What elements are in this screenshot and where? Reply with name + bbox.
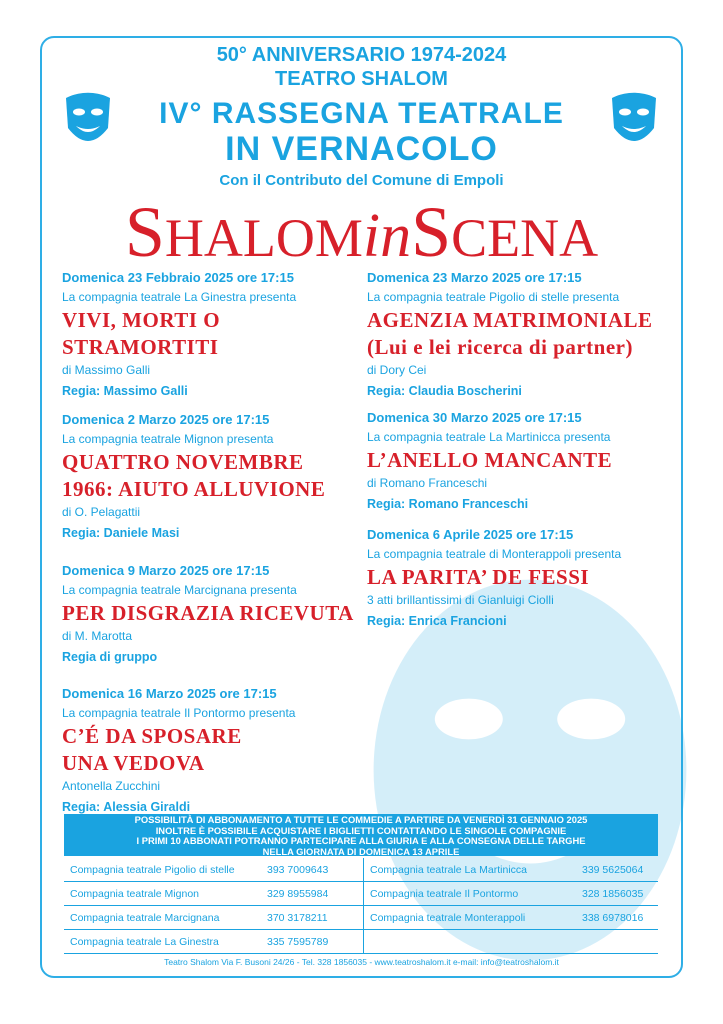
festival-title-line1: IV° RASSEGNA TEATRALE (159, 97, 564, 130)
table-row (64, 906, 658, 930)
table-row (64, 858, 658, 882)
event-director: Regia: Massimo Galli (62, 384, 188, 398)
event-date: Domenica 30 Marzo 2025 ore 17:15 (367, 410, 582, 425)
event-item (367, 408, 687, 525)
event-author: di O. Pelagattii (62, 505, 141, 519)
notice-line: I PRIMI 10 ABBONATI POTRANNO PARTECIPARE ALLA GIURIA E ALLA CONSEGNA DELLE TARGHE (136, 835, 586, 846)
company-name: Compagnia teatrale Monterappoli (364, 906, 577, 930)
company-name: Compagnia teatrale Marcignana (64, 906, 261, 930)
company-name (364, 930, 577, 954)
event-company: La compagnia teatrale La Ginestra presenta (62, 290, 297, 304)
event-company: La compagnia teatrale Mignon presenta (62, 432, 274, 446)
event-company: La compagnia teatrale di Monterappoli presenta (367, 547, 622, 561)
company-phone: 328 1856035 (576, 882, 658, 906)
anniversary-heading: 50° ANNIVERSARIO 1974-2024 (216, 44, 507, 66)
event-item (62, 684, 382, 818)
event-date: Domenica 6 Aprile 2025 ore 17:15 (367, 527, 574, 542)
company-phone: 329 8955984 (261, 882, 364, 906)
event-author: 3 atti brillantissimi di Gianluigi Ciolli (367, 593, 554, 607)
event-director: Regia: Claudia Boscherini (367, 384, 522, 398)
event-item (367, 268, 687, 408)
event-title: UNA VEDOVA (62, 751, 205, 775)
table-row (64, 930, 658, 954)
event-author: di Dory Cei (367, 363, 427, 377)
event-director: Regia di gruppo (62, 650, 158, 664)
festival-title-line2: IN VERNACOLO (225, 130, 498, 168)
event-title: L’ANELLO MANCANTE (367, 448, 613, 472)
event-item (62, 410, 382, 561)
event-director: Regia: Enrica Francioni (367, 614, 507, 628)
event-title: VIVI, MORTI O (62, 308, 221, 332)
notice-line: INOLTRE È POSSIBILE ACQUISTARE I BIGLIETTI CONTATTANDO LE SINGOLE COMPAGNIE (155, 824, 567, 836)
events-column-left (62, 268, 382, 818)
event-company: La compagnia teatrale Marcignana presenta (62, 583, 297, 597)
subscription-notice (64, 814, 658, 856)
event-author: di M. Marotta (62, 629, 133, 643)
event-title: C’É DA SPOSARE (62, 724, 242, 748)
event-director: Regia: Alessia Giraldi (62, 800, 191, 814)
event-title: QUATTRO NOVEMBRE (62, 450, 304, 474)
event-date: Domenica 2 Marzo 2025 ore 17:15 (62, 412, 270, 427)
event-item (62, 268, 382, 410)
event-item (62, 561, 382, 684)
company-name: Compagnia teatrale La Ginestra (64, 930, 261, 954)
event-date: Domenica 16 Marzo 2025 ore 17:15 (62, 686, 277, 701)
event-item (367, 525, 687, 632)
footer-contact-info: Teatro Shalom Via F. Busoni 24/26 - Tel. 328 1856035 - www.teatroshalom.it e-mail: info@teatroshalom.it (164, 957, 559, 967)
theatre-name: TEATRO SHALOM (275, 68, 448, 90)
event-date: Domenica 23 Marzo 2025 ore 17:15 (367, 270, 582, 285)
event-title: AGENZIA MATRIMONIALE (367, 308, 653, 332)
event-company: La compagnia teatrale Pigolio di stelle presenta (367, 290, 620, 304)
event-director: Regia: Romano Franceschi (367, 497, 529, 511)
company-name: Compagnia teatrale Pigolio di stelle (64, 858, 261, 882)
table-row (64, 882, 658, 906)
event-title: PER DISGRAZIA RICEVUTA (62, 601, 354, 625)
event-company: La compagnia teatrale La Martinicca presenta (367, 430, 611, 444)
company-name: Compagnia teatrale La Martinicca (364, 858, 577, 882)
company-phone: 339 5625064 (576, 858, 658, 882)
event-author: Antonella Zucchini (62, 779, 161, 793)
brand-logo-shalom-in-scena: SHALOMinSCENA (124, 192, 599, 272)
company-phone: 393 7009643 (261, 858, 364, 882)
company-phone: 335 7595789 (261, 930, 364, 954)
event-date: Domenica 23 Febbraio 2025 ore 17:15 (62, 270, 294, 285)
company-phone: 370 3178211 (261, 906, 364, 930)
event-subtitle: (Lui e lei ricerca di partner) (367, 335, 633, 359)
company-name: Compagnia teatrale Il Pontormo (364, 882, 577, 906)
event-title: STRAMORTITI (62, 335, 219, 359)
company-phone (576, 930, 658, 954)
event-director: Regia: Daniele Masi (62, 526, 180, 540)
notice-line: NELLA GIORNATA DI DOMENICA 13 APRILE (262, 845, 460, 857)
company-name: Compagnia teatrale Mignon (64, 882, 261, 906)
company-phone: 338 6978016 (576, 906, 658, 930)
event-title: LA PARITA’ DE FESSI (367, 565, 590, 589)
notice-line: POSSIBILITÀ DI ABBONAMENTO A TUTTE LE COMMEDIE A PARTIRE DA VENERDÌ 31 GENNAIO 2025 (134, 814, 588, 825)
event-author: di Massimo Galli (62, 363, 151, 377)
event-date: Domenica 9 Marzo 2025 ore 17:15 (62, 563, 270, 578)
event-company: La compagnia teatrale Il Pontormo presenta (62, 706, 296, 720)
event-title: 1966: AIUTO ALLUVIONE (62, 477, 326, 501)
sponsor-line: Con il Contributo del Comune di Empoli (219, 172, 504, 189)
events-column-right (367, 268, 687, 632)
event-author: di Romano Franceschi (367, 476, 488, 490)
contacts-table (64, 858, 658, 954)
